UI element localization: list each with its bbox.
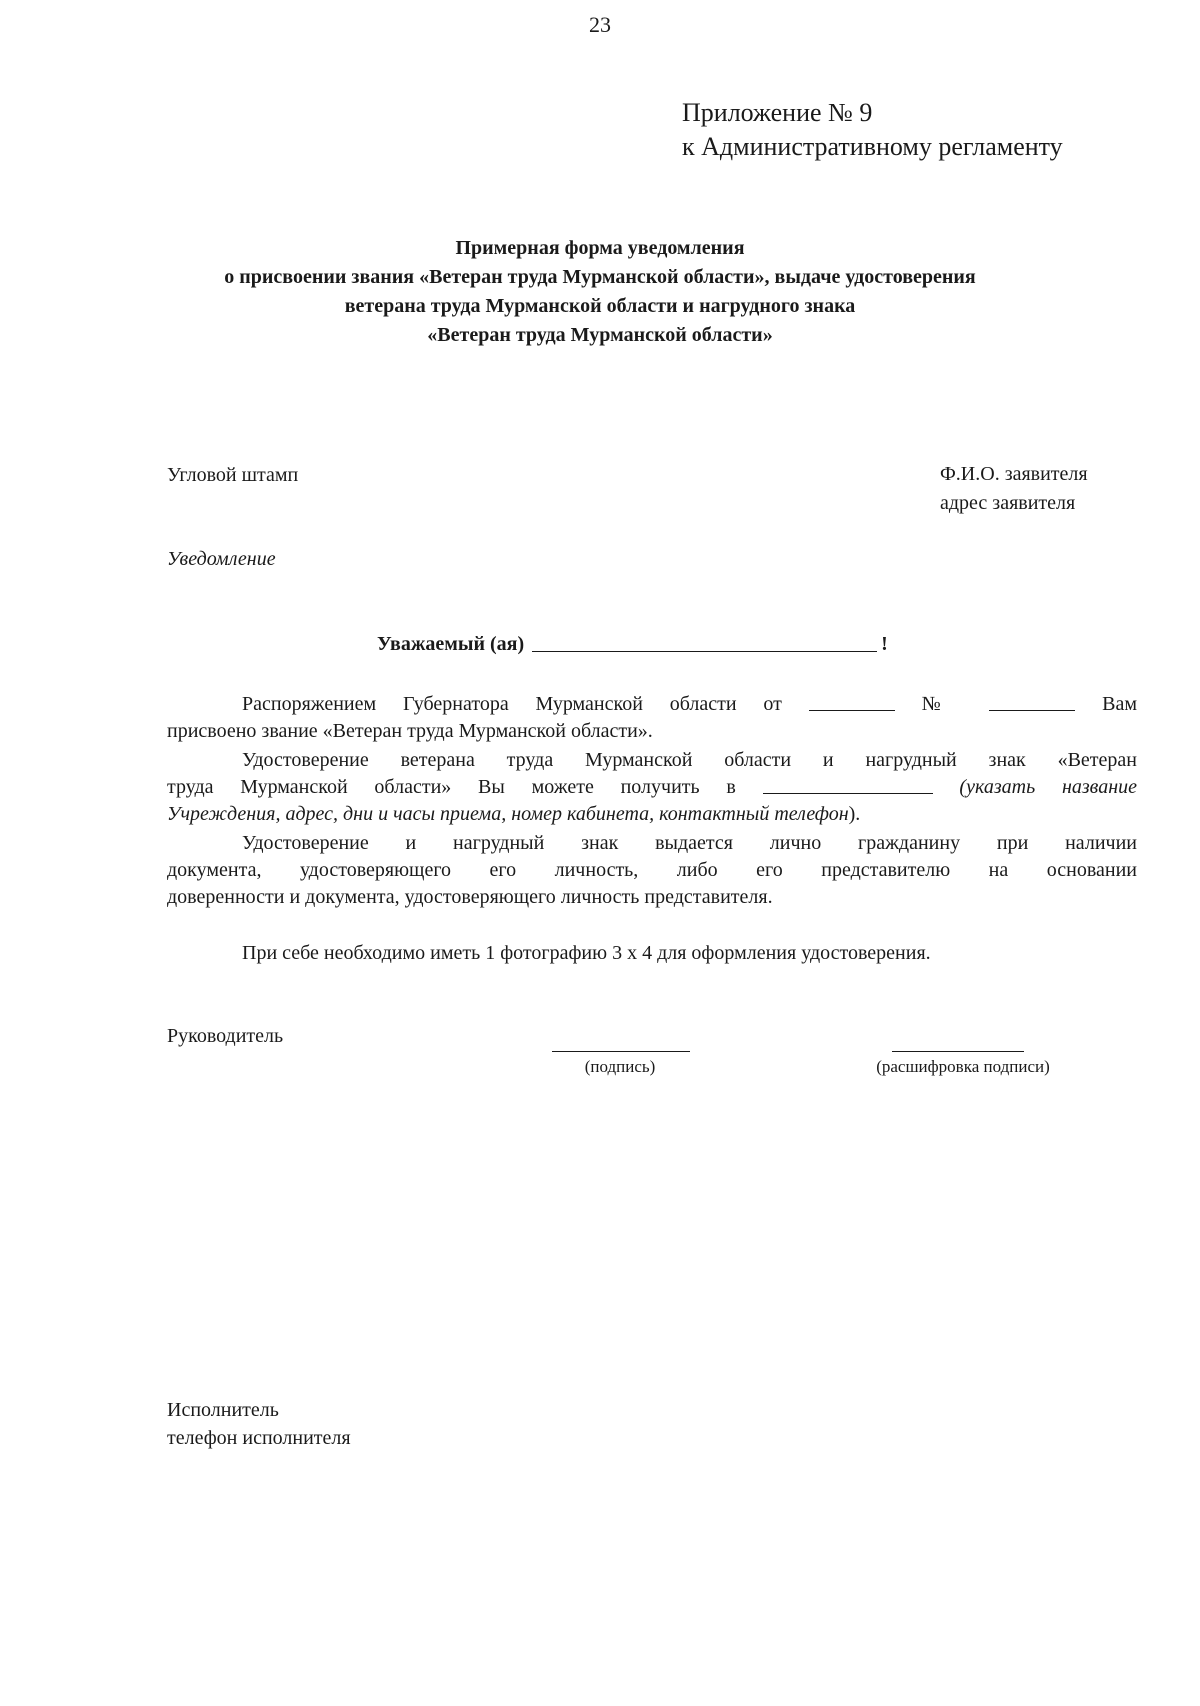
signature-line (552, 1051, 690, 1052)
corner-stamp-label: Угловой штамп (167, 464, 299, 486)
order-text: Распоряжением Губернатора Мурманской области от (242, 693, 782, 715)
signature-decode-line (892, 1051, 1024, 1052)
paragraph-text: труда Мурманской области» Вы можете получить в (167, 776, 736, 798)
paragraph-line (167, 774, 1137, 801)
signature-caption: (подпись) (584, 1057, 656, 1076)
signature-decode-caption: (расшифровка подписи) (876, 1057, 1050, 1076)
appendix-regulation: к Административному регламенту (682, 132, 1063, 161)
form-title-line: ветерана труда Мурманской области и нагрудного знака (344, 295, 856, 317)
photo-note: При себе необходимо иметь 1 фотографию 3 х 4 для оформления удостоверения. (242, 942, 931, 964)
appendix-reference (682, 96, 1063, 164)
applicant-address: адрес заявителя (940, 492, 1076, 514)
paragraph-line: Удостоверение ветерана труда Мурманской области и нагрудный знак «Ветеран (242, 749, 1137, 771)
paragraph-text: ). (848, 803, 861, 825)
greeting-exclamation: ! (881, 633, 888, 655)
paragraph-line (167, 691, 1137, 718)
paragraph-line: Удостоверение и нагрудный знак выдается лично гражданину при наличии (242, 832, 1137, 854)
order-text-end: Вам (1102, 693, 1138, 715)
paragraph-line: документа, удостоверяющего его личность, либо его представителю на основании (167, 859, 1137, 881)
greeting-text: Уважаемый (ая) (377, 633, 525, 655)
paragraph-italic: (указать название (959, 776, 1138, 798)
form-title-line: Примерная форма уведомления (455, 237, 745, 259)
paragraph-line: присвоено звание «Ветеран труда Мурманской области». (167, 720, 653, 742)
form-title (0, 234, 1200, 350)
head-label: Руководитель (167, 1025, 284, 1047)
paragraph-line (167, 801, 1137, 828)
executor-phone: телефон исполнителя (167, 1427, 351, 1449)
paragraph-italic: Учреждения, адрес, дни и часы приема, номер кабинета, контактный телефон (167, 803, 849, 825)
applicant-block (940, 460, 1088, 518)
greeting (377, 631, 888, 656)
paragraph-line: доверенности и документа, удостоверяющего личность представителя. (167, 886, 773, 908)
recipient-name-blank (532, 631, 877, 652)
form-title-line: о присвоении звания «Ветеран труда Мурманской области», выдаче удостоверения (224, 266, 976, 288)
number-sign: № (921, 693, 963, 715)
page-number: 23 (589, 12, 611, 37)
executor-block (167, 1396, 351, 1452)
executor-label: Исполнитель (167, 1399, 279, 1421)
order-number-blank (989, 692, 1075, 711)
applicant-name: Ф.И.О. заявителя (940, 463, 1088, 485)
order-date-blank (809, 692, 895, 711)
form-title-line: «Ветеран труда Мурманской области» (427, 324, 773, 346)
institution-blank (763, 775, 933, 794)
notice-label: Уведомление (167, 548, 276, 570)
appendix-number: Приложение № 9 (682, 98, 873, 127)
